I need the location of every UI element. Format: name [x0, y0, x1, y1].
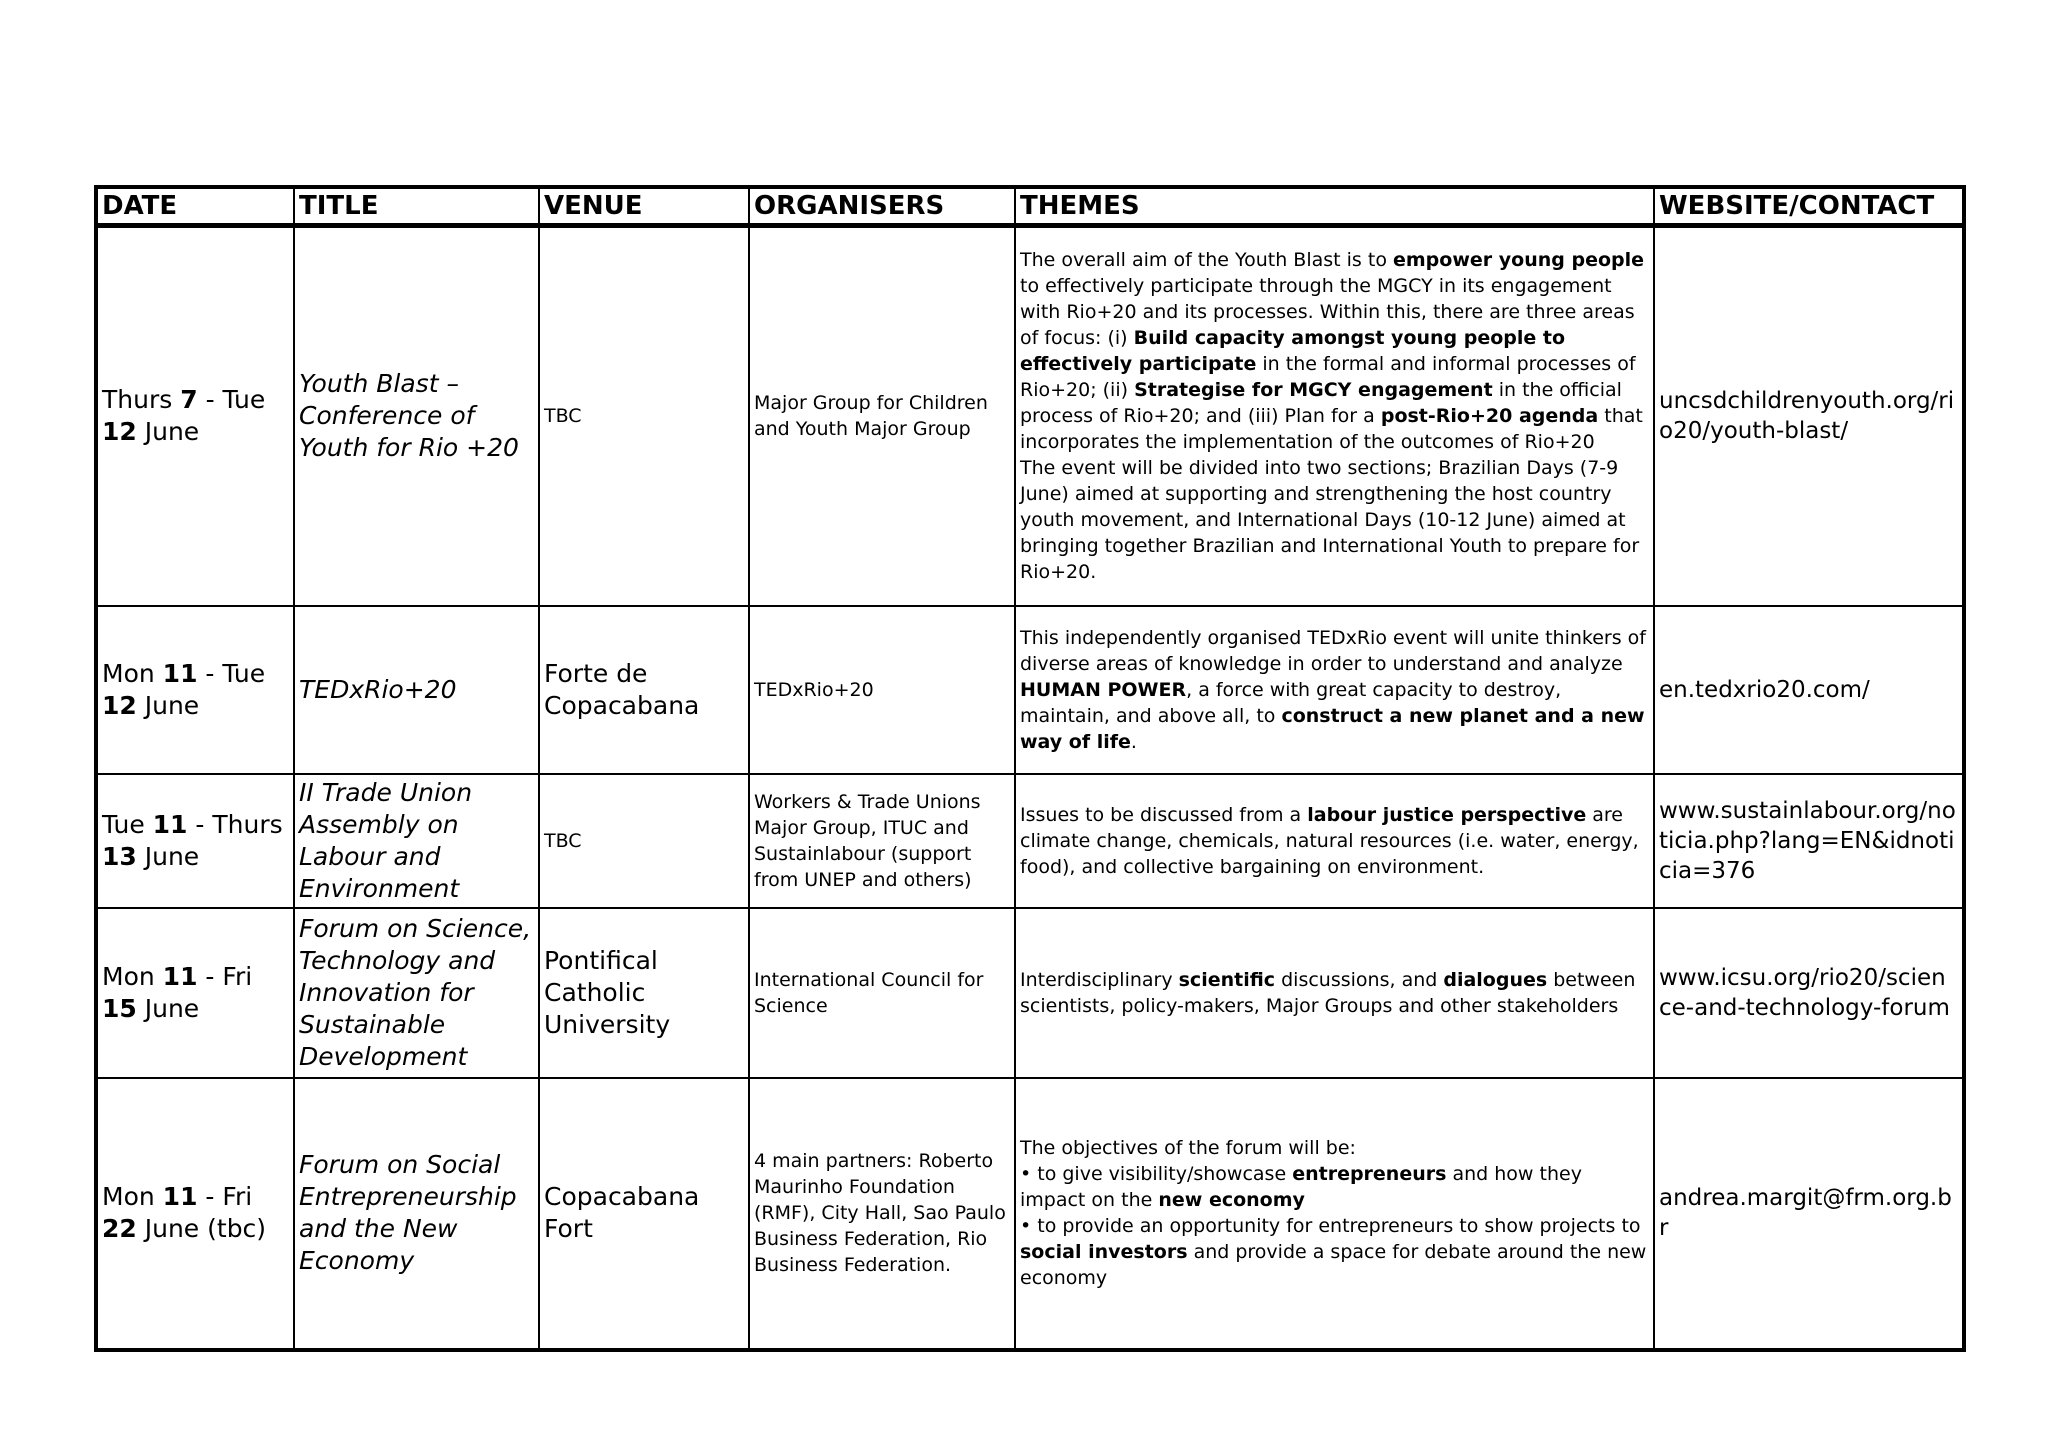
venue-cell: Pontifical Catholic University: [539, 908, 749, 1078]
themes-cell: The objectives of the forum will be: • to give visibility/showcase entrepreneurs and how they impact on the new economy • to provide an opportunity for entrepreneurs to show projects to social investors and provide a space for debate around the new economy: [1015, 1078, 1654, 1350]
website-cell[interactable]: www.icsu.org/rio20/science-and-technology-forum: [1654, 908, 1964, 1078]
title-cell: TEDxRio+20: [294, 606, 539, 774]
organisers-cell: Workers & Trade Unions Major Group, ITUC and Sustainlabour (support from UNEP and others): [749, 774, 1015, 908]
column-header-date: DATE: [96, 187, 294, 226]
website-cell[interactable]: en.tedxrio20.com/: [1654, 606, 1964, 774]
title-cell: Youth Blast – Conference of Youth for Rio +20: [294, 226, 539, 606]
date-cell: Mon 11 - Fri 15 June: [96, 908, 294, 1078]
themes-cell: Interdisciplinary scientific discussions, and dialogues between scientists, policy-makers, Major Groups and other stakeholders: [1015, 908, 1654, 1078]
bullet-item: • to give visibility/showcase entrepreneurs and how they impact on the new economy: [1020, 1163, 1582, 1211]
organisers-cell: TEDxRio+20: [749, 606, 1015, 774]
website-cell[interactable]: www.sustainlabour.org/noticia.php?lang=EN&idnoticia=376: [1654, 774, 1964, 908]
themes-paragraph: The event will be divided into two sections; Brazilian Days (7-9 June) aimed at supporting and strengthening the host country youth movement, and International Days (10-12 June) aimed at bringing together Brazilian and International Youth to prepare for Rio+20.: [1020, 457, 1640, 584]
table-row: [96, 226, 1964, 606]
column-header-title: TITLE: [294, 187, 539, 226]
venue-cell: TBC: [539, 774, 749, 908]
column-header-venue: VENUE: [539, 187, 749, 226]
events-table: [94, 185, 1966, 1352]
column-header-organisers: ORGANISERS: [749, 187, 1015, 226]
organisers-cell: International Council for Science: [749, 908, 1015, 1078]
bullet-item: • to provide an opportunity for entrepreneurs to show projects to social investors and provide a space for debate around the new economy: [1020, 1215, 1647, 1289]
date-cell: Tue 11 - Thurs 13 June: [96, 774, 294, 908]
organisers-cell: Major Group for Children and Youth Major Group: [749, 226, 1015, 606]
title-cell: Forum on Science, Technology and Innovation for Sustainable Development: [294, 908, 539, 1078]
table-row: [96, 908, 1964, 1078]
title-cell: Forum on Social Entrepreneurship and the New Economy: [294, 1078, 539, 1350]
table-row: [96, 774, 1964, 908]
column-header-website: WEBSITE/CONTACT: [1654, 187, 1964, 226]
column-header-themes: THEMES: [1015, 187, 1654, 226]
venue-cell: Forte de Copacabana: [539, 606, 749, 774]
title-cell: II Trade Union Assembly on Labour and Environment: [294, 774, 539, 908]
themes-cell: The overall aim of the Youth Blast is to empower young people to effectively participate through the MGCY in its engagement with Rio+20 and its processes. Within this, there are three areas of focus: (i) Build capacity amongst young people to effectively participate in the formal and informal processes of Rio+20; (ii) Strategise for MGCY engagement in the official process of Rio+20; and (iii) Plan for a post-Rio+20 agenda that incorporates the implementation of the outcomes of Rio+20 The event will be divided into two sections; Brazilian Days (7-9 June) aimed at supporting and strengthening the host country youth movement, and International Days (10-12 June) aimed at bringing together Brazilian and International Youth to prepare for Rio+20.: [1015, 226, 1654, 606]
venue-cell: Copacabana Fort: [539, 1078, 749, 1350]
themes-cell: Issues to be discussed from a labour justice perspective are climate change, chemicals, natural resources (i.e. water, energy, food), and collective bargaining on environment.: [1015, 774, 1654, 908]
table-row: [96, 606, 1964, 774]
date-cell: Mon 11 - Tue 12 June: [96, 606, 294, 774]
website-cell[interactable]: andrea.margit@frm.org.br: [1654, 1078, 1964, 1350]
themes-cell: This independently organised TEDxRio event will unite thinkers of diverse areas of knowledge in order to understand and analyze HUMAN POWER, a force with great capacity to destroy, maintain, and above all, to construct a new planet and a new way of life.: [1015, 606, 1654, 774]
table-header-row: [96, 187, 1964, 226]
website-cell[interactable]: uncsdchildrenyouth.org/rio20/youth-blast/: [1654, 226, 1964, 606]
organisers-cell: 4 main partners: Roberto Maurinho Foundation (RMF), City Hall, Sao Paulo Business Federation, Rio Business Federation.: [749, 1078, 1015, 1350]
date-cell: Mon 11 - Fri 22 June (tbc): [96, 1078, 294, 1350]
date-cell: Thurs 7 - Tue 12 June: [96, 226, 294, 606]
venue-cell: TBC: [539, 226, 749, 606]
table-row: [96, 1078, 1964, 1350]
